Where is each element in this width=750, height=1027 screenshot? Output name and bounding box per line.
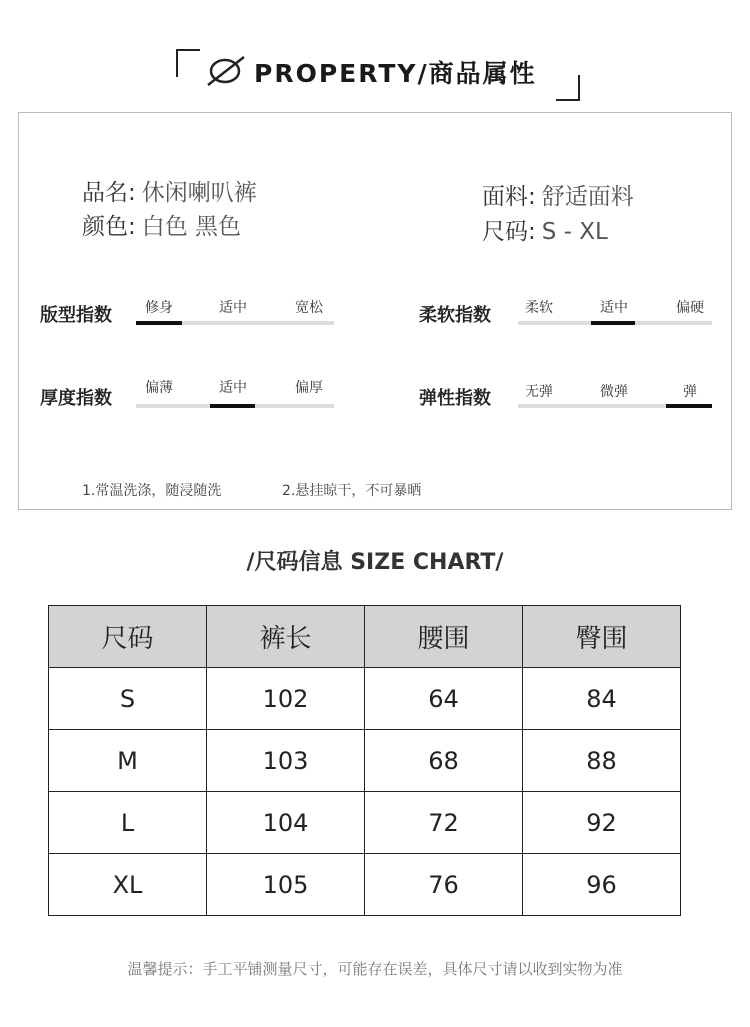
table-row: [49, 730, 681, 792]
softness-index-label: 柔软指数: [419, 305, 491, 326]
softness-index-option-1: 柔软: [525, 300, 553, 316]
elasticity-index-option-2: 微弹: [600, 384, 628, 400]
cell-size: L: [49, 792, 207, 854]
table-row: [49, 854, 681, 916]
size-chart-header-row: [49, 606, 681, 668]
fit-index-option-3: 宽松: [295, 300, 323, 316]
measurement-note: 温馨提示：手工平铺测量尺寸，可能存在误差，具体尺寸请以收到实物为准: [127, 960, 623, 978]
thickness-index-option-1: 偏薄: [145, 380, 173, 396]
cell-length: 102: [207, 668, 365, 730]
thickness-index-marker: [210, 404, 255, 408]
cell-size: S: [49, 668, 207, 730]
cell-waist: 76: [365, 854, 523, 916]
thickness-index-option-3: 偏厚: [295, 380, 323, 396]
elasticity-index-label: 弹性指数: [419, 388, 491, 409]
elasticity-index-track: [518, 404, 712, 408]
product-fabric: [482, 178, 634, 211]
softness-index-marker: [591, 321, 635, 325]
header-bracket-right: [556, 75, 580, 101]
cell-length: 103: [207, 730, 365, 792]
table-row: [49, 668, 681, 730]
header-size: 尺码: [49, 606, 207, 668]
product-size-label: 尺码:: [482, 219, 536, 245]
header-length: 裤长: [207, 606, 365, 668]
cell-waist: 68: [365, 730, 523, 792]
fit-index-track: [136, 321, 334, 325]
thickness-index-track: [136, 404, 334, 408]
slashed-circle-icon: [202, 55, 248, 87]
header-bracket-left: [176, 49, 200, 77]
product-size: [482, 213, 608, 246]
page-title: PROPERTY/商品属性: [254, 59, 537, 88]
product-fabric-value: 舒适面料: [541, 184, 634, 210]
elasticity-index-option-3: 弹: [683, 384, 697, 400]
cell-waist: 64: [365, 668, 523, 730]
cell-hip: 92: [523, 792, 681, 854]
product-color: [82, 208, 241, 241]
care-instruction-1: 1.常温洗涤，随浸随洗: [82, 483, 222, 499]
fit-index-label: 版型指数: [40, 305, 112, 326]
fit-index-option-2: 适中: [219, 300, 247, 316]
thickness-index-label: 厚度指数: [40, 388, 112, 409]
softness-index-option-2: 适中: [600, 300, 628, 316]
fit-index-marker: [136, 321, 182, 325]
product-size-value: S - XL: [541, 219, 608, 245]
product-fabric-label: 面料:: [482, 184, 536, 210]
cell-size: M: [49, 730, 207, 792]
product-name-value: 休闲喇叭裤: [141, 180, 257, 206]
product-color-label: 颜色:: [82, 214, 136, 240]
cell-length: 104: [207, 792, 365, 854]
cell-hip: 88: [523, 730, 681, 792]
cell-length: 105: [207, 854, 365, 916]
cell-size: XL: [49, 854, 207, 916]
thickness-index-option-2: 适中: [219, 380, 247, 396]
cell-waist: 72: [365, 792, 523, 854]
fit-index-option-1: 修身: [145, 300, 173, 316]
softness-index-option-3: 偏硬: [676, 300, 704, 316]
elasticity-index-marker: [666, 404, 712, 408]
header-waist: 腰围: [365, 606, 523, 668]
size-chart-table: [48, 605, 681, 916]
elasticity-index-option-1: 无弹: [525, 384, 553, 400]
size-chart-title: /尺码信息 SIZE CHART/: [246, 550, 504, 575]
product-name-label: 品名:: [82, 180, 136, 206]
product-color-value: 白色 黑色: [141, 214, 242, 240]
care-instruction-2: 2.悬挂晾干，不可暴晒: [282, 483, 422, 499]
cell-hip: 84: [523, 668, 681, 730]
softness-index-track: [518, 321, 712, 325]
header-hip: 臀围: [523, 606, 681, 668]
cell-hip: 96: [523, 854, 681, 916]
table-row: [49, 792, 681, 854]
product-name: [82, 174, 257, 207]
